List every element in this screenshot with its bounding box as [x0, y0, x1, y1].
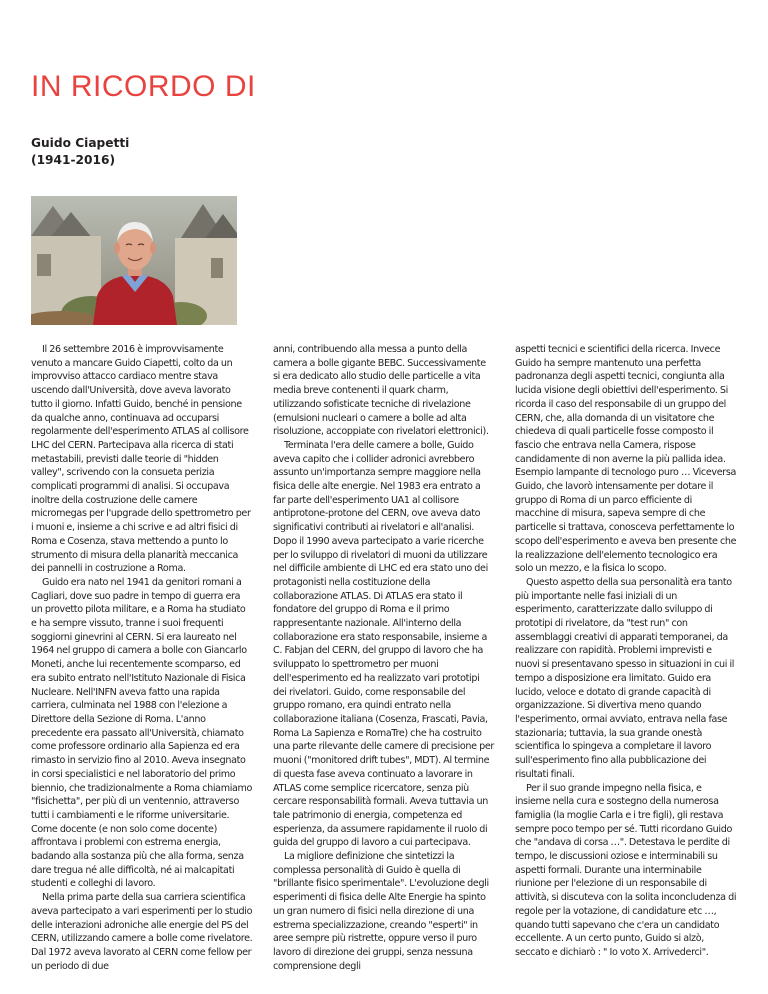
paragraph: anni, contribuendo alla messa a punto della camera a bolle gigante BEBC. Successivamente si era dedicato allo studio delle particelle a vita media breve contenenti il quark charm, utilizzando sofisticate tecniche di rivelazione (emulsioni nucleari o camere a bolle ad alta risoluzione, accoppiate con rivelatori elettronici). — [273, 344, 489, 438]
paragraph: Questo aspetto della sua personalità era tanto più importante nelle fasi iniziali di un esperimento, caratterizzate dallo sviluppo di prototipi di rivelatore, da "test run" con assemblaggi creativi di apparati temporanei, da realizzare con rapidità. Problemi imprevisti e nuovi si presentavano spesso in situazioni in cui il tempo a disposizione era limitato. Guido era lucido, veloce e dotato di grande capacità di organizzazione. Si divertiva meno quando l'esperimento, ormai avviato, entrava nella fase stazionaria; tuttavia, la sua grande onestà scientifica lo spingeva a completare il lavoro sull'esperimento fino alla pubblicazione dei risultati finali. — [515, 576, 735, 780]
paragraph: Nella prima parte della sua carriera scientifica aveva partecipato a vari esperimenti per lo studio delle interazioni adroniche alle energie del PS del CERN, utilizzando camere a bolle come rivelatore. Dal 1972 aveva lavorato al CERN come fellow per un periodo di due — [31, 892, 253, 972]
person-heading — [31, 135, 291, 169]
paragraph: Per il suo grande impegno nella fisica, e insieme nella cura e sostegno della numerosa famiglia (la moglie Carla e i tre figli), gli restava sempre poco tempo per sé. Tutti ricordano Guido che "andava di corsa …". Detestava le perdite di tempo, le discussioni oziose e interminabili su aspetti formali. Durante una interminabile riunione per l'elezione di un responsabile di attività, si discuteva con la solita inconcludenza di regole per la votazione, di candidature etc …, quando tutti sapevano che c'era un candidato eccellente. A un certo punto, Guido si alzò, seccato e dichiarò : " Io voto X. Arrivederci". — [515, 782, 737, 958]
paragraph: Terminata l'era delle camere a bolle, Guido aveva capito che i collider adronici avrebbero assunto un'importanza sempre maggiore nella fisica delle alte energie. Nel 1983 era entrato a far parte dell'esperimento UA1 al collisore antiprotone-protone del CERN, ove aveva dato significativi contributi ai rivelatori e all'analisi. Dopo il 1990 aveva partecipato a varie ricerche per lo sviluppo di rivelatori di muoni da utilizzare nel difficile ambiente di LHC ed era stato uno dei protagonisti nella costituzione della collaborazione ATLAS. Di ATLAS era stato il fondatore del gruppo di Roma e il primo rappresentante nazionale. All'interno della collaborazione era stato responsabile, insieme a C. Fabjan del CERN, del gruppo di lavoro che ha sviluppato lo spettrometro per muoni dell'esperimento ed ha realizzato vari prototipi dei rivelatori. Guido, come responsabile del gruppo romano, era quindi entrato nella collaborazione italiana (Cosenza, Frascati, Pavia, Roma La Sapienza e RomaTre) che ha costruito una parte rilevante delle camere di precisione per muoni ("monitored drift tubes", MDT). Al termine di questa fase aveva continuato a lavorare in ATLAS come semplice ricercatore, senza più cercare responsabilità formali. Aveva tuttavia un tale patrimonio di energia, competenza ed esperienza, da assumere rapidamente il ruolo di guida del gruppo di lavoro a cui partecipava. — [273, 439, 494, 849]
text-column-1 — [31, 343, 253, 973]
paragraph: Il 26 settembre 2016 è improvvisamente venuto a mancare Guido Ciapetti, colto da un improvviso attacco cardiaco mentre stava uscendo dall'Università, dove aveva lavorato tutto il giorno. Infatti Guido, benché in pensione da qualche anno, continuava ad occuparsi regolarmente dell'esperimento ATLAS al collisore LHC del CERN. Partecipava alla ricerca di stati metastabili, previsti dalle teorie di "hidden valley", scrivendo con la consueta perizia complicati programmi di analisi. Si occupava inoltre della costruzione delle camere micromegas per l'upgrade dello spettrometro per i muoni e, insieme a chi scrive e ad altri fisici di Roma e Cosenza, stava mettendo a punto lo strumento di misura della planarità meccanica dei pannelli in costruzione a Roma. — [31, 344, 251, 575]
portrait-illustration — [31, 196, 237, 325]
text-column-3 — [515, 343, 737, 960]
paragraph: Guido era nato nel 1941 da genitori romani a Cagliari, dove suo padre in tempo di guerra era un provetto pilota militare, e a Roma ha studiato e ha sempre vissuto, tranne i suoi frequenti soggiorni ginevrini al CERN. Si era laureato nel 1964 nel gruppo di camera a bolle con Giancarlo Moneti, anche lui recentemente scomparso, ed era subito entrato nell'Istituto Nazionale di Fisica Nucleare. Nell'INFN aveva fatto una rapida carriera, culminata nel 1988 con l'elezione a Direttore della Sezione di Roma. L'anno precedente era passato all'Università, chiamato come professore ordinario alla Sapienza ed era rimasto in servizio fino al 2010. Aveva insegnato in corsi specialistici e nel laboratorio del primo biennio, che tradizionalmente a Roma chiamiamo "fisichetta", per più di un ventennio, attraverso tutti i cambiamenti e le riforme universitarie. Come docente (e non solo come docente) affrontava i problemi con estrema energia, badando alla sostanza più che alla forma, senza dare tregua né alle difficoltà, né ai malcapitati studenti e colleghi di lavoro. — [31, 576, 253, 890]
text-column-2 — [273, 343, 495, 973]
portrait-photo — [31, 196, 237, 325]
paragraph: aspetti tecnici e scientifici della ricerca. Invece Guido ha sempre mantenuto una perfetta padronanza degli aspetti tecnici, congiunta alla lucida visione degli obiettivi dell'esperimento. Si ricorda il caso del responsabile di un gruppo del CERN, che, alla domanda di un visitatore che chiedeva di quali particelle fosse composto il fascio che entrava nella Camera, rispose candidamente di non averne la più pallida idea. Esempio lampante di tecnologo puro … Viceversa Guido, che lavorò intensamente per dotare il gruppo di Roma di un parco efficiente di macchine di misura, sapeva sempre di che particelle si trattava, conosceva perfettamente lo scopo dell'esperimento e aveva ben presente che la realizzazione dell'elemento tecnologico era solo un mezzo, e la fisica lo scopo. — [515, 344, 737, 575]
person-name: Guido Ciapetti — [31, 136, 130, 150]
paragraph: La migliore definizione che sintetizzi la complessa personalità di Guido è quella di "brillante fisico sperimentale". L'evoluzione degli esperimenti di fisica delle Alte Energie ha spinto un gran numero di fisici nella direzione di una estrema specializzazione, creando "esperti" in aree sempre più ristrette, oppure verso il puro lavoro di direzione dei gruppi, senza nessuna comprensione degli — [273, 851, 489, 972]
section-title: IN RICORDO DI — [31, 70, 256, 103]
person-years: (1941-2016) — [31, 153, 116, 167]
